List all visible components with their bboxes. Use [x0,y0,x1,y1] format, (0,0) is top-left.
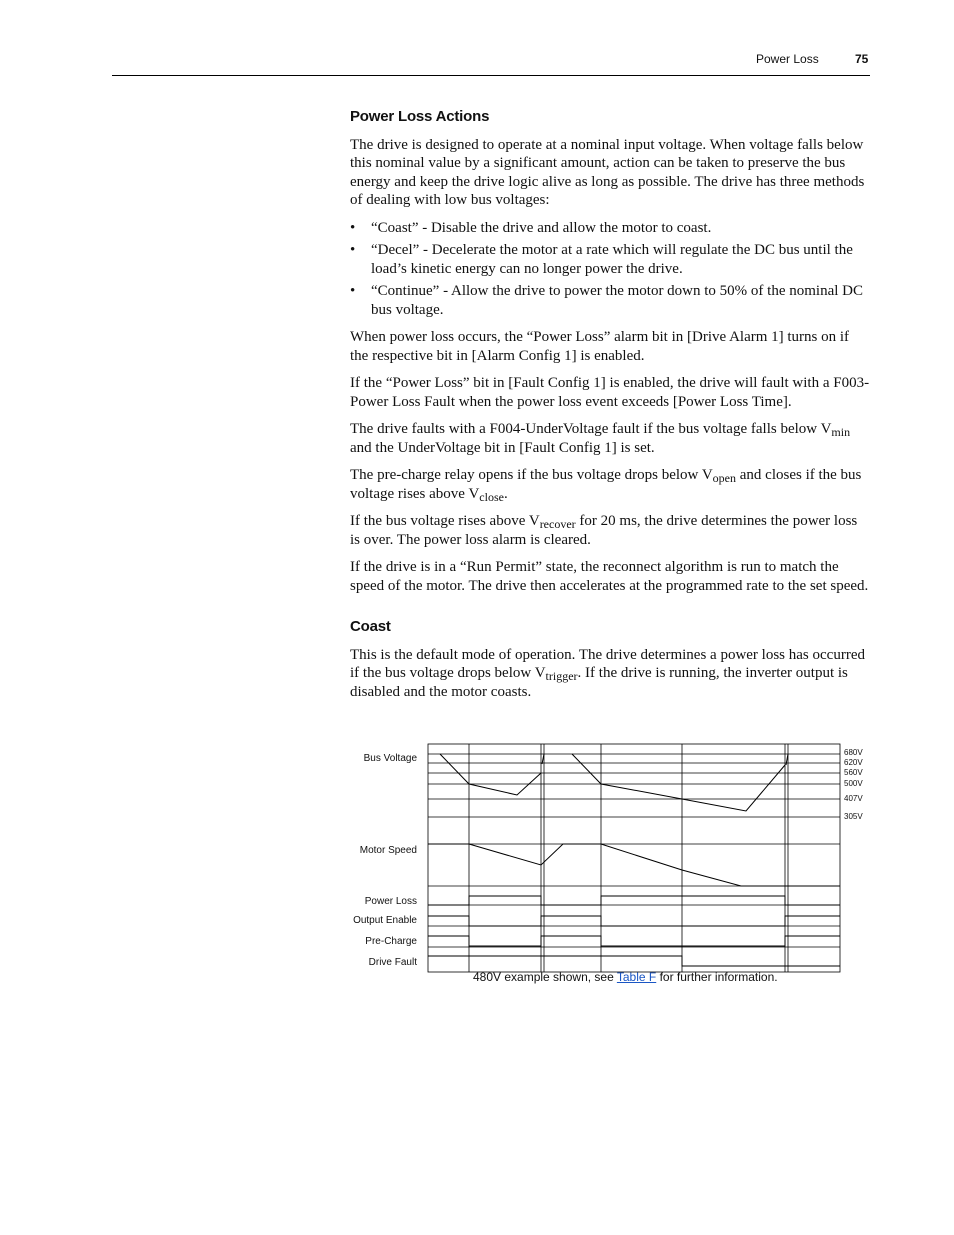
row-label-pre-charge: Pre-Charge [365,936,417,947]
output-enable-trace [428,916,840,926]
recover-paragraph: If the bus voltage rises above $V_{recover}$ for 20 ms, the drive determines the power loss is over. The power loss alarm is cleared. [350,513,858,548]
list-item: • “Decel” - Decelerate the motor at a rate which will regulate the DC bus until the load’s kinetic energy can no longer power the drive. [350,242,853,277]
table-f-link[interactable]: Table F [616,970,657,984]
main-content [350,108,870,710]
bullet-icon: • [350,219,356,236]
bullet-icon: • [350,283,356,299]
figure-caption: 480V example shown, see Table F for further information. [473,970,778,984]
running-header-section: Power Loss [756,52,819,66]
section-heading-power-loss-actions: Power Loss Actions [350,108,490,125]
run-permit-paragraph: If the drive is in a “Run Permit” state, the reconnect algorithm is run to match the speed of the motor. The drive then accelerates at the programmed rate to the set speed. [350,559,869,594]
row-label-motor-speed: Motor Speed [359,845,417,856]
list-item: • “Coast” - Disable the drive and allow the motor to coast. [350,219,712,236]
voltage-label-407v: 407V [844,794,863,803]
row-label-drive-fault: Drive Fault [368,957,417,968]
bus-voltage-trace [440,754,541,795]
list-item: • “Continue” - Allow the drive to power the motor down to 50% of the nominal DC bus voltage. [350,283,863,318]
alarm-paragraph: When power loss occurs, the “Power Loss” alarm bit in [Drive Alarm 1] turns on if the respective bit in [Alarm Config 1] is enabled. [350,329,850,364]
diagram-grid [428,744,840,972]
row-label-bus-voltage: Bus Voltage [363,753,417,764]
undervoltage-paragraph: The drive faults with a F004-UnderVoltage fault if the bus voltage falls below $V_{min}$ and the UnderVoltage bit in [Fault Config 1] is set. [350,421,851,456]
fault-paragraph: If the “Power Loss” bit in [Fault Config 1] is enabled, the drive will fault with a F003-Power Loss Fault when the power loss event exceeds [Power Loss Time]. [350,375,870,410]
voltage-label-680v: 680V [844,748,863,757]
power-loss-methods-list [350,219,870,320]
intro-paragraph: The drive is designed to operate at a nominal input voltage. When voltage falls below this nominal value by a significant amount, action can be taken to preserve the bus energy and keep the drive logic alive as long as possible. The drive has three methods of dealing with low bus voltages: [350,136,865,208]
voltage-label-500v: 500V [844,779,863,788]
drive-fault-trace [428,956,840,966]
motor-speed-trace [428,844,840,886]
row-label-output-enable: Output Enable [353,915,417,926]
power-loss-trace [428,896,840,905]
precharge-paragraph: The pre-charge relay opens if the bus voltage drops below $V_{open}$ and closes if the bus voltage rises above $V_{close}$. [350,467,862,504]
voltage-label-560v: 560V [844,768,863,777]
coast-timing-diagram [350,730,870,990]
voltage-label-305v: 305V [844,812,863,821]
page-number: 75 [855,52,869,66]
section-heading-coast: Coast [350,618,391,635]
coast-paragraph: This is the default mode of operation. The drive determines a power loss has occurred if the bus voltage drops below $V_{trigger}$. If the drive is running, the inverter output is disabled and the motor coasts. [350,646,865,700]
row-label-power-loss: Power Loss [364,896,417,907]
bullet-icon: • [350,242,356,258]
bus-voltage-trace-3 [572,754,785,811]
pre-charge-trace [428,936,840,946]
voltage-label-620v: 620V [844,758,863,767]
header-rule [112,75,870,76]
